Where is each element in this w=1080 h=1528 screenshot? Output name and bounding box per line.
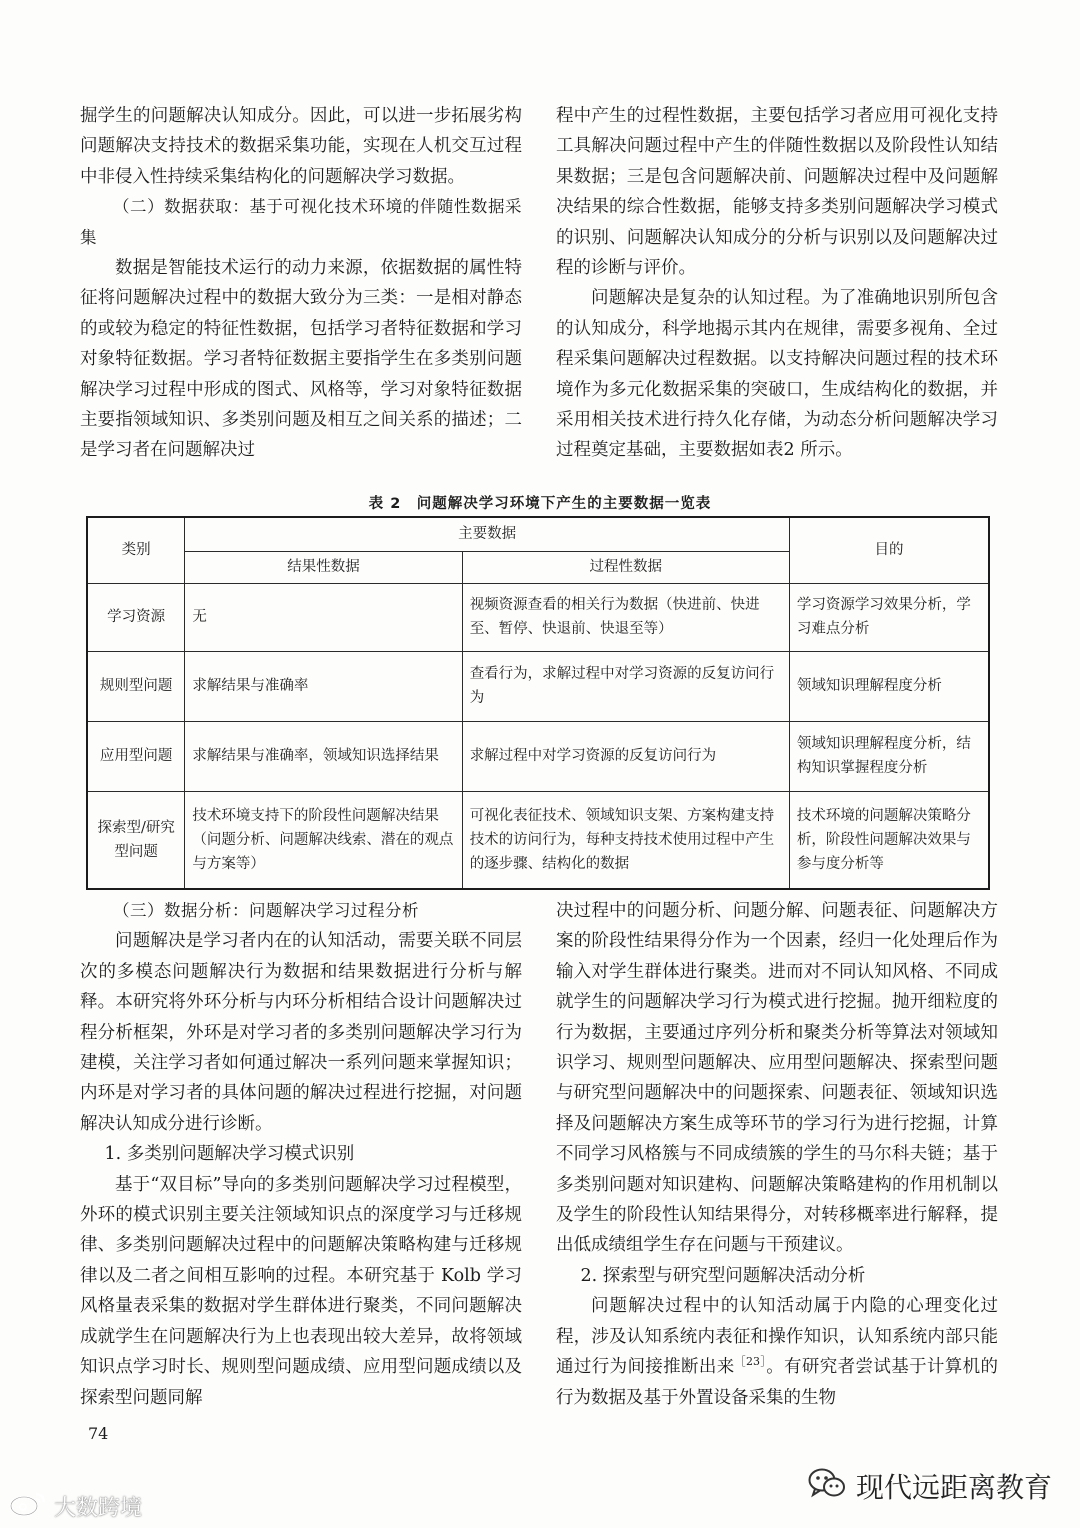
right-column-top (556, 101, 998, 466)
paragraph (556, 1291, 998, 1413)
paragraph: 问题解决是学习者内在的认知活动，需要关联不同层次的多模态问题解决行为数据和结果数据进行分析与解释。本研究将外环分析与内环分析相结合设计问题解决过程分析框架，外环是对学习者的多类别问题解决学习行为建模，关注学习者如何通过解决一系列问题来掌握知识；内环是对学习者的具体问题的解决过程进行挖掘，对问题解决认知成分进行诊断。 (80, 931, 522, 1134)
paragraph: 问题解决是复杂的认知过程。为了准确地识别所包含的认知成分，科学地揭示其内在规律，需要多视角、全过程采集问题解决过程数据。以支持解决问题过程的技术环境作为多元化数据采集的突破口，生成结构化的数据，并采用相关技术进行持久化存储，为动态分析问题解决学习过程奠定基础，主要数据如表2 所示。 (556, 288, 998, 461)
paragraph: 掘学生的问题解决认知成分。因此，可以进一步拓展劣构问题解决支持技术的数据采集功能，实现在人机交互过程中非侵入性持续采集结构化的问题解决学习数据。 (80, 106, 522, 187)
table-row (87, 651, 989, 721)
row-category: 规则型问题 (87, 651, 185, 721)
wechat-watermark (808, 1466, 1052, 1506)
table-row (87, 791, 989, 889)
section-heading: （三）数据分析：问题解决学习过程分析 (113, 901, 419, 920)
header-purpose: 目的 (789, 517, 989, 583)
wechat-account-name: 现代远距离教育 (856, 1471, 1053, 1504)
row-purpose: 学习资源学习效果分析，学习难点分析 (789, 583, 989, 651)
row-process: 视频资源查看的相关行为数据（快进前、快进至、暂停、快退前、快退至等） (462, 583, 789, 651)
table-row (87, 583, 989, 651)
paragraph: 基于“双目标”导向的多类别问题解决学习过程模型，外环的模式识别主要关注领域知识点的深度学习与迁移规律、多类别问题解决过程中的问题解决策略构建与迁移规律以及二者之间相互影响的过程。本研究基于 Kolb 学习风格量表采集的数据对学生群体进行聚类，不同问题解决成就学生在问题解决行为上也表现出较大差异，故将领域知识点学习时长、规则型问题成绩、应用型问题成绩以及探索型问题同解 (80, 1174, 522, 1408)
sina-watermark (8, 1488, 142, 1524)
table-caption: 表 2 问题解决学习环境下产生的主要数据一览表 (368, 496, 712, 512)
left-column-top (80, 101, 522, 466)
header-main-data: 主要数据 (185, 517, 790, 551)
left-column-bottom (80, 896, 522, 1413)
header-category: 类别 (87, 517, 185, 583)
row-purpose: 领域知识理解程度分析，结构知识掌握程度分析 (789, 721, 989, 791)
row-purpose: 领域知识理解程度分析 (789, 651, 989, 721)
header-process-data: 过程性数据 (462, 551, 789, 583)
row-purpose: 技术环境的问题解决策略分析，阶段性问题解决效果与参与度分析等 (789, 791, 989, 889)
paragraph: 程中产生的过程性数据，主要包括学习者应用可视化支持工具解决问题过程中产生的伴随性数据以及阶段性认知结果数据；三是包含问题解决前、问题解决过程中及问题解决结果的综合性数据，能够支持多类别问题解决学习模式的识别、问题解决认知成分的分析与识别以及问题解决过程的诊断与评价。 (556, 106, 998, 279)
citation-ref: ［23］ (734, 1355, 767, 1369)
paragraph: 数据是智能技术运行的动力来源，依据数据的属性特征将问题解决过程中的数据大致分为三类：一是相对静态的或较为稳定的特征性数据，包括学习者特征数据和学习对象特征数据。学习者特征数据主要指学生在多类别问题解决学习过程中形成的图式、风格等，学习对象特征数据主要指领域知识、多类别问题及相互之间关系的描述；二是学习者在问题解决过 (80, 258, 522, 461)
right-column-bottom (556, 896, 998, 1413)
row-process: 查看行为，求解过程中对学习资源的反复访问行为 (462, 651, 789, 721)
data-table (86, 516, 990, 890)
paragraph-text: 。有研究者尝试基于计算机的行为数据及基于外置设备采集的生物 (556, 1357, 999, 1408)
row-process: 求解过程中对学习资源的反复访问行为 (462, 721, 789, 791)
row-result: 无 (185, 583, 462, 651)
paragraph-text: 问题解决过程中的认知活动属于内隐的心理变化过程，涉及认知系统内表征和操作知识，认知系统内部只能通过行为间接推断出来 (556, 1296, 998, 1378)
wechat-icon (808, 1467, 846, 1506)
row-result: 求解结果与准确率，领域知识选择结果 (185, 721, 462, 791)
paragraph: 决过程中的问题分析、问题分解、问题表征、问题解决方案的阶段性结果得分作为一个因素，经归一化处理后作为输入对学生群体进行聚类。进而对不同认知风格、不同成就学生的问题解决学习行为模式进行挖掘。抛开细粒度的行为数据，主要通过序列分析和聚类分析等算法对领域知识学习、规则型问题解决、应用型问题解决、探索型问题与研究型问题解决中的问题探索、问题表征、领域知识选择及问题解决方案生成等环节的学习行为进行挖掘，计算不同学习风格簇与不同成绩簇的学生的马尔科夫链；基于多类别问题对知识建构、问题解决策略建构的作用机制以及学生的阶段性认知结果得分，对转移概率进行解释，提出低成绩组学生存在问题与干预建议。 (556, 901, 998, 1256)
row-category: 探索型/研究型问题 (87, 791, 185, 889)
subsection-heading: 2. 探索型与研究型问题解决活动分析 (580, 1265, 866, 1286)
row-category: 应用型问题 (87, 721, 185, 791)
weibo-icon (8, 1488, 48, 1524)
table-row (87, 721, 989, 791)
page-number: 74 (88, 1424, 109, 1443)
row-category: 学习资源 (87, 583, 185, 651)
section-heading: （二）数据获取：基于可视化技术环境的伴随性数据采集 (80, 197, 522, 247)
sina-watermark-text: 大数跨境 (54, 1495, 143, 1521)
header-result-data: 结果性数据 (185, 551, 462, 583)
row-result: 求解结果与准确率 (185, 651, 462, 721)
row-process: 可视化表征技术、领域知识支架、方案构建支持技术的访问行为，每种支持技术使用过程中产生的逐步骤、结构化的数据 (462, 791, 789, 889)
subsection-heading: 1. 多类别问题解决学习模式识别 (104, 1144, 355, 1165)
row-result: 技术环境支持下的阶段性问题解决结果（问题分析、问题解决线索、潜在的观点与方案等） (185, 791, 462, 889)
